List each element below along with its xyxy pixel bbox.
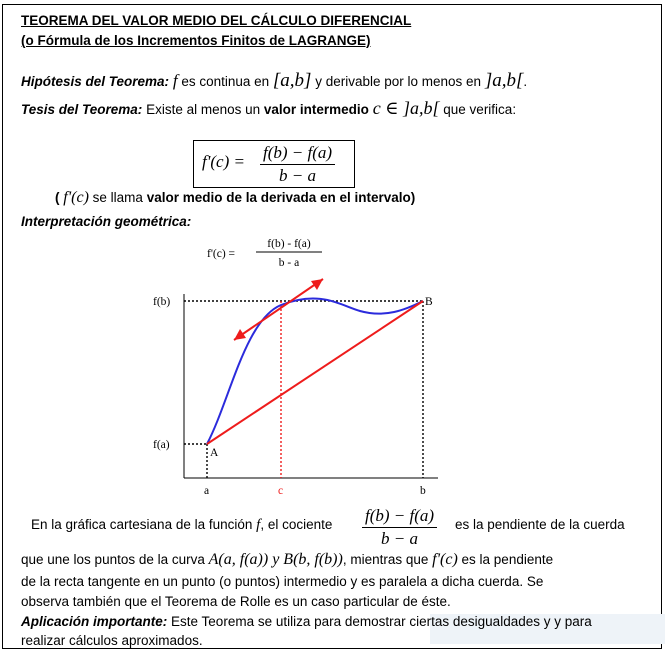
hipotesis-label: Hipótesis del Teorema: (21, 74, 170, 89)
tesis-text-a: Existe al menos un (146, 102, 261, 117)
closed-interval: [a,b] (272, 70, 312, 91)
x-label-c: c (278, 485, 284, 497)
tesis-label: Tesis del Teorema: (21, 102, 143, 117)
note-math: f'(c) (63, 189, 89, 206)
body-p1-f: f (256, 517, 261, 533)
y-label-fb: f(b) (153, 296, 171, 308)
open-interval: ]a,b[ (484, 70, 524, 91)
body-line-2 (21, 551, 553, 569)
body-line-1 (31, 517, 332, 534)
body-line-3: de la recta tangente en un punto (o puntos) intermedio y es paralela a dicha cuerda. Se (21, 574, 544, 589)
tesis-math: c ∈ ]a,b[ (372, 98, 440, 118)
y-label-fa: f(a) (153, 439, 170, 451)
tangent-arrow-down (234, 329, 246, 340)
body-fraction (362, 506, 437, 549)
graph-formula-den: b - a (278, 257, 300, 269)
body-fraction-den: b − a (381, 529, 419, 548)
hipotesis-text-b: y derivable por lo menos en (315, 74, 482, 89)
hipotesis-f: f (172, 71, 178, 90)
tangent-arrow-up (311, 279, 323, 290)
formula-numerator: f(b) − f(a) (260, 143, 335, 165)
graph-formula-num: f(b) - f(a) (267, 238, 311, 250)
hipotesis-text-a: es continua en (181, 74, 270, 89)
aplicacion-text: Este Teorema se utiliza para demostrar ciertas desigualdades y y para (171, 614, 592, 629)
chord-line (207, 301, 423, 444)
formula-lhs: f'(c) = (202, 152, 245, 171)
x-label-b: b (420, 485, 426, 497)
body-p2-b: , mientras que (342, 552, 429, 567)
body-fraction-num: f(b) − f(a) (362, 506, 437, 528)
aplicacion-line (21, 614, 592, 629)
hipotesis-end: . (523, 74, 528, 89)
note-text: se llama (92, 190, 143, 205)
note-bold: valor medio de la derivada en el intervalo) (146, 190, 416, 205)
title-line-1: TEOREMA DEL VALOR MEDIO DEL CÁLCULO DIFERENCIAL (21, 13, 412, 28)
interpretacion-label: Interpretación geométrica: (21, 214, 192, 229)
body-p1-a: En la gráfica cartesiana de la función (31, 517, 253, 532)
body-p2-math: A(a, f(a)) y B(b, f(b)) (208, 551, 343, 568)
tangent-line (234, 279, 323, 340)
body-line-6: realizar cálculos aproximados. (21, 633, 203, 648)
body-line-1-end: es la pendiente de la cuerda (455, 517, 625, 532)
tesis-text-b: que verifica: (443, 102, 517, 117)
title-line-2: (o Fórmula de los Incrementos Finitos de LAGRANGE) (21, 33, 371, 48)
x-label-a: a (204, 485, 210, 497)
aplicacion-label: Aplicación importante: (21, 614, 168, 629)
note-open: ( (55, 190, 60, 205)
body-p2-a: que une los puntos de la curva (21, 552, 205, 567)
point-b-label: B (425, 296, 433, 308)
body-p2-math2: f'(c) (432, 551, 458, 568)
body-line-4: observa también que el Teorema de Rolle es un caso particular de éste. (21, 594, 451, 609)
graph-formula-lhs: f'(c) = (207, 248, 236, 260)
tesis-bold: valor intermedio (263, 102, 369, 117)
body-p1-b: , el cociente (260, 517, 333, 532)
body-p2-c: es la pendiente (461, 552, 554, 567)
formula-denominator: b − a (279, 166, 317, 185)
point-a-label: A (210, 447, 219, 459)
